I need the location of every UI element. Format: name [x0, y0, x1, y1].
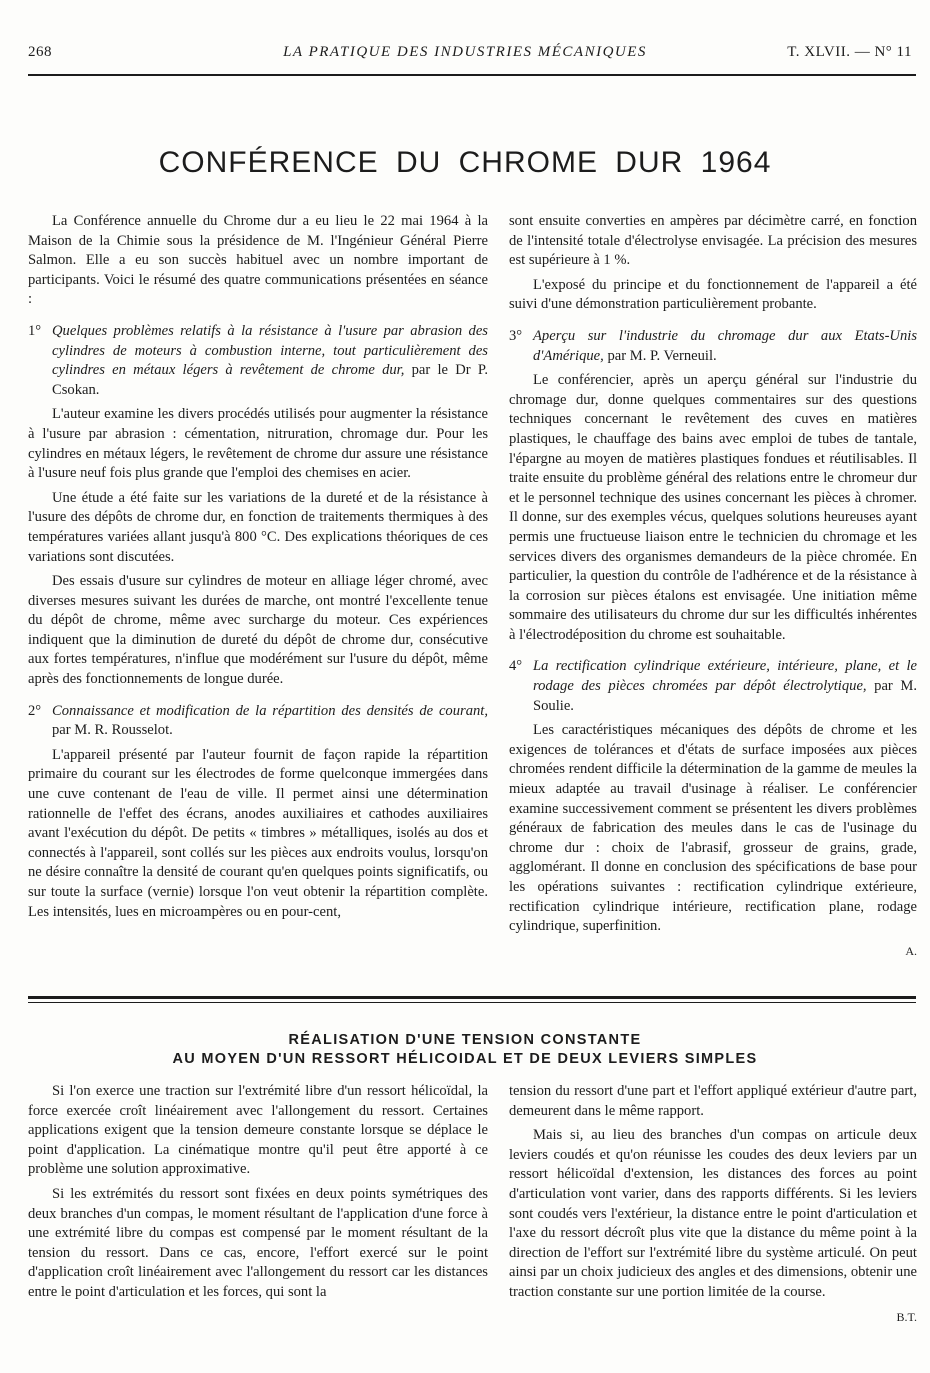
article2-column-right: [509, 1082, 917, 1327]
article1-column-right: [509, 212, 917, 961]
volume-issue: T. XLVII. — N° 11: [787, 44, 912, 60]
intro-paragraph: La Conférence annuelle du Chrome dur a eu lieu le 22 mai 1964 à la Maison de la Chimie sous la présidence de M. l'Ingénieur Général Pierre Salmon. Elle a eu son succès habituel avec un nombre important de participants. Voici le résumé des quatre communications présentées en séance :: [28, 213, 488, 308]
item1-heading: [28, 322, 488, 400]
item1-paragraph-1: L'auteur examine les divers procédés utilisés pour augmenter la résistance à l'usure par abrasion : cémentation, nitruration, chromage dur. Pour les cylindres en métaux légers, le revêtement de chrome dur assure une résistance à l'usure neuf fois plus grande que l'emploi des chemises en acier.: [28, 406, 488, 482]
item3-paragraph-1: Le conférencier, après un aperçu général sur l'industrie du chromage dur, donne quelques commentaires sur des questions techniques concernant le revêtement des cuves en matières plastiques, le chauffage des bains avec emploi de tubes de tantale, l'épargne au moyen de matières plastiques fondues et réutilisables. Il traite ensuite du problème général des relations entre le chromeur dur et le personnel technique des usines concernant les pièces à chromer. Il donne, sur des exemples vécus, quelques solutions heureuses ayant permis une fructueuse liaison entre le technicien du chromage et les services divers des organismes demandeurs de la pièce chromée. En particulier, la question du contrôle de l'adhérence et de la résistance à la corrosion sur pièces étalons est envisagée. Une initiation même sommaire des utilisateurs du chrome dur sur les difficultés inhérentes à l'électrodéposition du chrome est souhaitable.: [509, 372, 917, 643]
item1-number: 1°: [28, 322, 42, 339]
article2-signature: B.T.: [896, 1309, 917, 1324]
item2-title: Connaissance et modification de la répartition des densités de courant,: [52, 702, 488, 719]
item4-heading: [509, 657, 917, 716]
item4-title: La rectification cylindrique extérieure, intérieure, plane, et le rodage des pièces chromées par dépôt électrolytique,: [533, 658, 917, 695]
item2-paragraph-3: L'exposé du principe et du fonctionnement de l'appareil a été suivi d'une démonstration particulièrement probante.: [509, 276, 917, 313]
article2-column-left: [28, 1082, 488, 1308]
item4-paragraph-1: Les caractéristiques mécaniques des dépôts de chrome et les exigences de tolérances et d'états de surface imposées aux pièces chromées rendent difficile la détermination de la gamme de meules la mieux adaptée au travail d'usinage à réaliser. Le conférencier examine successivement comment se présentent les divers problèmes généraux de fabrication des meules dans le cas de l'usinage du chrome dur : choix de l'abrasif, grosseur de grains, grade, agglomérant. Il donne en conclusion des spécifications de base pour les opérations suivantes : rectification cylindrique extérieure, rectification cylindrique intérieure, rectification plane, rodage cylindrique, superfinition.: [509, 722, 917, 935]
article2-paragraph-1: Si l'on exerce une traction sur l'extrémité libre d'un ressort hélicoïdal, la force exercée croît linéairement avec l'allongement du ressort. Certaines applications exigent que la tension demeure constante lorsque se déplace le point d'application. La cinématique montre qu'il peut être apporté à ce problème une solution approximative.: [28, 1083, 488, 1178]
item1-title: Quelques problèmes relatifs à la résistance à l'usure par abrasion des cylindres de moteurs à combustion interne, tout particulièrement des cylindres en métaux légers à revêtement de chrome dur,: [52, 322, 488, 379]
header-rule: [28, 74, 916, 76]
item1-author: par le Dr P. Csokan.: [52, 362, 488, 398]
article2-paragraph-3: tension du ressort d'une part et l'effort appliqué extérieur d'autre part, demeurent dans le même rapport.: [509, 1083, 917, 1119]
separator-rule-bottom: [28, 1002, 916, 1003]
article2-title-line2: AU MOYEN D'UN RESSORT HÉLICOIDAL ET DE DEUX LEVIERS SIMPLES: [172, 1051, 758, 1067]
item2-heading: [28, 702, 488, 741]
article-title: CONFÉRENCE DU CHROME DUR 1964: [158, 146, 772, 179]
separator-rule-top: [28, 996, 916, 999]
article2-paragraph-2: Si les extrémités du ressort sont fixées en deux points symétriques des deux branches d'un compas, le moment résultant de l'application d'une force à une extrémité libre du compas est compensé par le moment résultant de la tension du ressort. Dans ce cas, encore, l'effort exercé sur le point d'application croît linéairement avec l'allongement du ressort car les distances entre le point d'articulation et les forces, qui sont la: [28, 1185, 488, 1300]
journal-title: LA PRATIQUE DES INDUSTRIES MÉCANIQUES: [283, 44, 647, 60]
item3-heading: [509, 327, 917, 366]
page-number: 268: [28, 44, 52, 60]
item1-paragraph-3: Des essais d'usure sur cylindres de moteur en alliage léger chromé, avec diverses mesures suivant les durées de marche, ont montré l'excellente tenue du dépôt de chrome, même avec surcharge du moteur. Ces expériences indiquent que la diminution de dureté du dépôt de chrome dur, consécutive aux fortes températures, n'influe que modérément sur l'usure du dépôt, même après des fonctionnements de longue durée.: [28, 573, 488, 688]
item2-author: par M. R. Rousselot.: [52, 722, 173, 739]
article2-title-line1: RÉALISATION D'UNE TENSION CONSTANTE: [288, 1032, 642, 1048]
article1-signature: A.: [905, 943, 917, 958]
item3-author: par M. P. Verneuil.: [607, 347, 717, 364]
item2-number: 2°: [28, 702, 42, 719]
item1-paragraph-2: Une étude a été faite sur les variations de la dureté et de la résistance à l'usure des dépôts de chrome dur, en fonction de traitements thermiques à des températures variées allant jusqu'à 800 °C. Des explications théoriques de ces variations sont discutées.: [28, 489, 488, 565]
item3-title: Aperçu sur l'industrie du chromage dur aux Etats-Unis d'Amérique,: [533, 327, 917, 364]
item2-paragraph-1: L'appareil présenté par l'auteur fournit de façon rapide la répartition primaire du courant sur les électrodes de forme quelconque immergées dans une cuve contenant de l'eau de ville. Il permet ainsi une détermination rationnelle de l'effet des écrans, anodes auxiliaires et cathodes auxiliaires avant l'exécution du dépôt. De petits « timbres » métalliques, isolés au dos et connectés à l'appareil, sont collés sur les pièces aux endroits voulus, lorsqu'on ne désire connaître la densité de courant qu'en quelques points significatifs, ou sur toute la surface (vernie) lorsque l'on veut obtenir la répartition complète. Les intensités, lues en microampères ou en pour-cent,: [28, 746, 488, 920]
article2-title: [0, 1031, 930, 1069]
article1-column-left: [28, 212, 488, 927]
item3-number: 3°: [509, 327, 523, 344]
article2-paragraph-4: Mais si, au lieu des branches d'un compas on articule deux leviers coudés et qu'on réunisse les coudes des deux leviers par un ressort hélicoïdal d'extension, les distances des forces au point d'articulation vont varier, dans des rapports différents. Si les leviers sont coudés vers l'extérieur, la distance entre le point d'articulation et l'axe du ressort décroît plus vite que la distance du même point à la direction de l'effort sur l'extrémité libre du système articulé. On peut ainsi par un choix judicieux des angles et des dimensions, obtenir une traction constante sur une portion limitée de la course.: [509, 1127, 917, 1300]
item2-paragraph-2: sont ensuite converties en ampères par décimètre carré, en fonction de l'intensité totale d'électrolyse envisagée. La précision des mesures est supérieure à 1 %.: [509, 213, 917, 269]
item4-number: 4°: [509, 658, 523, 675]
item4-author: par M. Soulie.: [533, 678, 917, 714]
